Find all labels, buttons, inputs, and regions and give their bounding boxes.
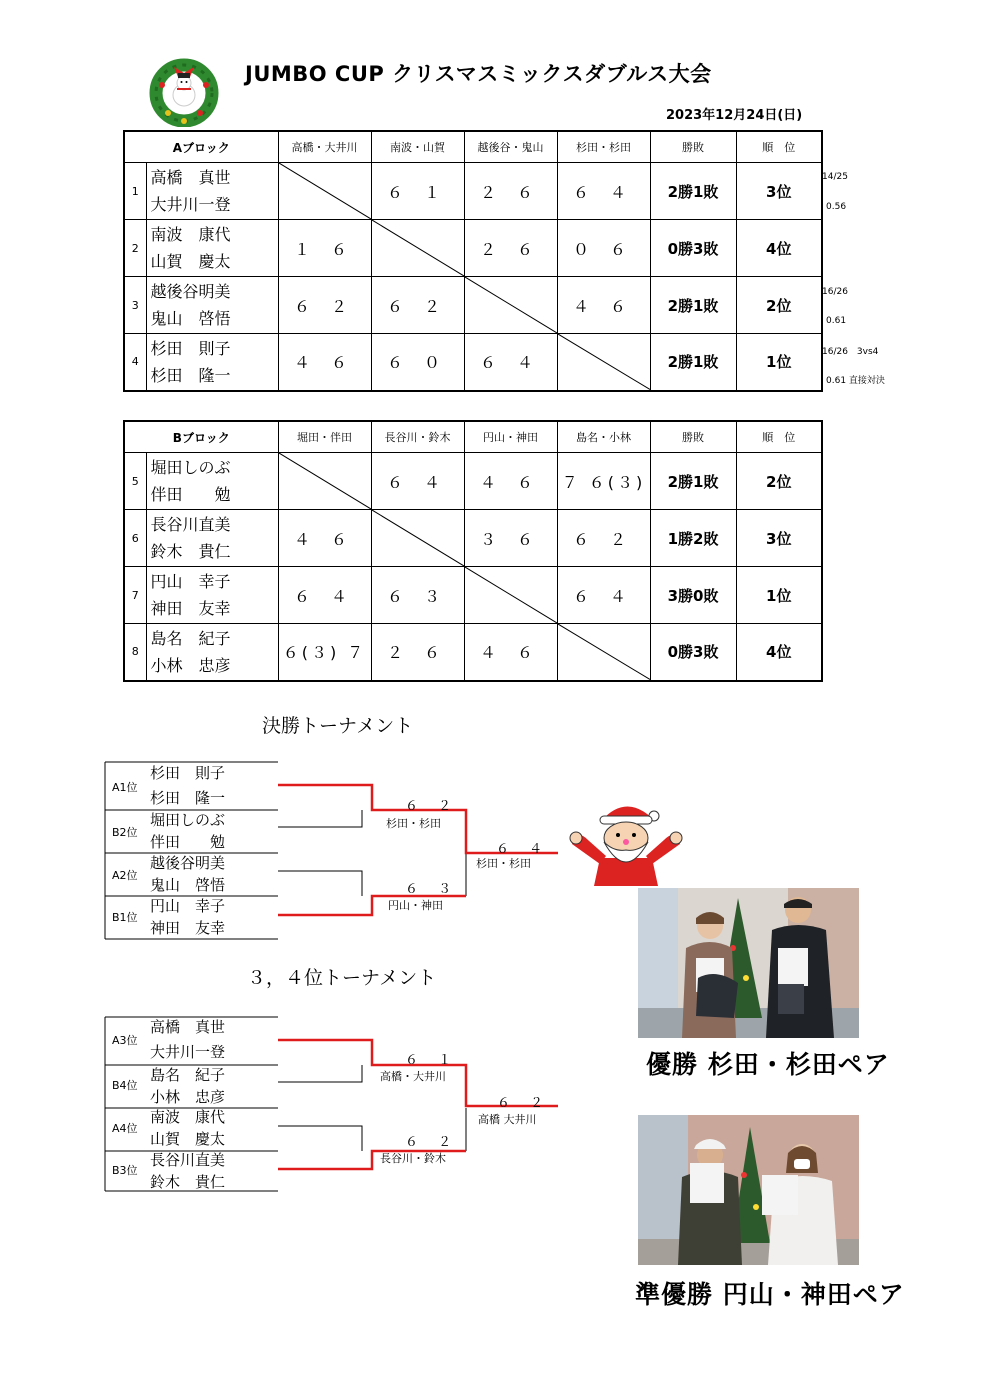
- semi-winner: 長谷川・鈴木: [380, 1152, 446, 1165]
- runner-up-caption: 準優勝 円山・神田ペア: [635, 1280, 905, 1309]
- tiebreak-note: 14/25: [822, 172, 848, 182]
- self-match-cell: [278, 453, 371, 510]
- match-score: ６ ４: [557, 567, 650, 624]
- tiebreak-note: 16/26: [822, 287, 848, 297]
- player-name: 杉田 隆一: [150, 789, 226, 807]
- player-name: 杉田 則子: [150, 764, 226, 782]
- match-score: １ ６: [278, 220, 371, 277]
- semi-winner: 円山・神田: [388, 899, 443, 912]
- player-name: 杉田 則子: [150, 338, 231, 358]
- row-number: 1: [124, 163, 146, 220]
- column-header: 長谷川・鈴木: [371, 421, 464, 453]
- row-number: 8: [124, 624, 146, 681]
- player-name: 高橋 真世: [150, 1018, 226, 1036]
- table-row: [124, 510, 822, 567]
- row-number: 2: [124, 220, 146, 277]
- win-loss: 1勝2敗: [650, 510, 736, 567]
- final-winner: 高橋 大井川: [478, 1113, 537, 1126]
- player-name: 長谷川直美: [150, 1151, 226, 1169]
- player-name: 南波 康代: [150, 225, 231, 244]
- win-loss: 2勝1敗: [650, 453, 736, 510]
- player-name: 大井川一登: [150, 1043, 226, 1061]
- match-score: ６ ２: [278, 277, 371, 334]
- page-title: JUMBO CUP クリスマスミックスダブルス大会: [245, 62, 712, 86]
- table-row: [124, 453, 822, 510]
- seed-label: A1位: [112, 781, 138, 794]
- player-name: 小林 忠彦: [150, 655, 231, 675]
- player-name: 円山 幸子: [150, 572, 231, 591]
- row-number: 7: [124, 567, 146, 624]
- runner-up-photo: [638, 1115, 859, 1265]
- column-header: 杉田・杉田: [557, 131, 650, 163]
- match-score: ４ ６: [464, 624, 557, 681]
- column-header: 順 位: [736, 131, 822, 163]
- tiebreak-note: 0.56: [826, 202, 847, 212]
- semi-score: ６ ２: [405, 1135, 460, 1150]
- table-row: [124, 163, 822, 220]
- third-bracket-title: ３，４位トーナメント: [247, 967, 437, 989]
- player-name: 堀田しのぶ: [150, 458, 231, 477]
- match-score: ６ ４: [278, 567, 371, 624]
- seed-label: B2位: [112, 826, 138, 839]
- win-loss: 2勝1敗: [650, 163, 736, 220]
- match-score: ４ ６: [557, 277, 650, 334]
- table-row: [124, 277, 822, 334]
- rank: 3位: [736, 510, 822, 567]
- seed-label: A2位: [112, 869, 138, 882]
- christmas-wreath-icon: [148, 55, 220, 127]
- seed-label: B4位: [112, 1079, 138, 1092]
- champion-caption: 優勝 杉田・杉田ペア: [646, 1050, 890, 1079]
- pair-names: [146, 624, 278, 681]
- match-score: ６ ４: [464, 334, 557, 391]
- row-number: 6: [124, 510, 146, 567]
- player-name: 島名 紀子: [150, 628, 231, 648]
- player-name: 杉田 隆一: [150, 365, 231, 385]
- table-row: [124, 334, 822, 391]
- seed-label: B1位: [112, 911, 138, 924]
- player-name: 山賀 慶太: [150, 1130, 226, 1148]
- semi-winner: 杉田・杉田: [386, 817, 441, 830]
- player-name: 伴田 勉: [150, 833, 226, 851]
- player-name: 伴田 勉: [150, 485, 231, 504]
- semi-score: ６ １: [405, 1053, 460, 1068]
- champion-photo: [638, 888, 859, 1038]
- rank: 4位: [736, 624, 822, 681]
- match-score: ６ ４: [557, 163, 650, 220]
- win-loss: 2勝1敗: [650, 334, 736, 391]
- block-a-name: Aブロック: [124, 131, 278, 163]
- player-name: 鬼山 啓悟: [150, 309, 231, 328]
- column-header: 島名・小林: [557, 421, 650, 453]
- pair-names: [146, 510, 278, 567]
- player-name: 長谷川直美: [150, 515, 231, 534]
- win-loss: 0勝3敗: [650, 624, 736, 681]
- block-b-table: [123, 420, 823, 682]
- final-score: ６ ４: [496, 842, 551, 857]
- match-score: ６ ４: [371, 453, 464, 510]
- match-score: ４ ６: [278, 334, 371, 391]
- final-bracket-title: 決勝トーナメント: [262, 715, 414, 737]
- player-name: 鈴木 貴仁: [150, 542, 231, 561]
- seed-label: A3位: [112, 1034, 138, 1047]
- rank: 2位: [736, 277, 822, 334]
- player-name: 円山 幸子: [150, 897, 226, 915]
- self-match-cell: [371, 510, 464, 567]
- self-match-cell: [557, 334, 650, 391]
- self-match-cell: [278, 163, 371, 220]
- column-header: 円山・神田: [464, 421, 557, 453]
- rank: 1位: [736, 334, 822, 391]
- match-score: ６ １: [371, 163, 464, 220]
- rank: 2位: [736, 453, 822, 510]
- pair-names: [146, 277, 278, 334]
- rank: 3位: [736, 163, 822, 220]
- player-name: 神田 友幸: [150, 599, 231, 618]
- semi-score: ６ ３: [405, 882, 460, 897]
- self-match-cell: [464, 277, 557, 334]
- semi-winner: 高橋・大井川: [380, 1070, 446, 1083]
- column-header: 順 位: [736, 421, 822, 453]
- seed-label: A4位: [112, 1122, 138, 1135]
- win-loss: 0勝3敗: [650, 220, 736, 277]
- seed-label: B3位: [112, 1164, 138, 1177]
- match-score: ２ ６: [371, 624, 464, 681]
- table-row: [124, 220, 822, 277]
- match-score: ６ ３: [371, 567, 464, 624]
- player-name: 南波 康代: [150, 1108, 226, 1126]
- row-number: 4: [124, 334, 146, 391]
- match-score: ６ ２: [557, 510, 650, 567]
- match-score: ２ ６: [464, 220, 557, 277]
- player-name: 鬼山 啓悟: [150, 876, 226, 894]
- pair-names: [146, 163, 278, 220]
- rank: 1位: [736, 567, 822, 624]
- pair-names: [146, 453, 278, 510]
- player-name: 大井川一登: [150, 195, 231, 214]
- tiebreak-note: 0.61 直接対決: [826, 376, 885, 386]
- row-number: 3: [124, 277, 146, 334]
- column-header: 越後谷・鬼山: [464, 131, 557, 163]
- win-loss: 3勝0敗: [650, 567, 736, 624]
- column-header: 高橋・大井川: [278, 131, 371, 163]
- table-row: [124, 624, 822, 681]
- self-match-cell: [557, 624, 650, 681]
- santa-claus-icon: [566, 798, 686, 886]
- column-header: 勝敗: [650, 421, 736, 453]
- match-score: ７ ６(３): [557, 453, 650, 510]
- player-name: 越後谷明美: [150, 854, 226, 872]
- player-name: 島名 紀子: [150, 1066, 226, 1084]
- player-name: 堀田しのぶ: [150, 811, 226, 829]
- match-score: ２ ６: [464, 163, 557, 220]
- match-score: ６ ０: [371, 334, 464, 391]
- event-date: 2023年12月24日(日): [666, 108, 803, 123]
- match-score: ４ ６: [278, 510, 371, 567]
- player-name: 小林 忠彦: [150, 1088, 226, 1106]
- match-score: ４ ６: [464, 453, 557, 510]
- match-score: ０ ６: [557, 220, 650, 277]
- row-number: 5: [124, 453, 146, 510]
- tiebreak-note: 0.61: [826, 316, 847, 326]
- rank: 4位: [736, 220, 822, 277]
- tiebreak-note: 16/26 3vs4: [822, 347, 879, 357]
- self-match-cell: [464, 567, 557, 624]
- table-row: [124, 567, 822, 624]
- column-header: 堀田・伴田: [278, 421, 371, 453]
- player-name: 神田 友幸: [150, 919, 226, 937]
- self-match-cell: [371, 220, 464, 277]
- final-score: ６ ２: [497, 1096, 552, 1111]
- player-name: 高橋 真世: [150, 168, 231, 187]
- semi-score: ６ ２: [405, 799, 460, 814]
- player-name: 山賀 慶太: [150, 252, 231, 271]
- final-winner: 杉田・杉田: [476, 857, 531, 870]
- column-header: 南波・山賀: [371, 131, 464, 163]
- match-score: ６(３) ７: [278, 624, 371, 681]
- player-name: 鈴木 貴仁: [150, 1173, 226, 1191]
- win-loss: 2勝1敗: [650, 277, 736, 334]
- pair-names: [146, 220, 278, 277]
- pair-names: [146, 334, 278, 391]
- block-a-table: [123, 130, 823, 392]
- pair-names: [146, 567, 278, 624]
- match-score: ３ ６: [464, 510, 557, 567]
- column-header: 勝敗: [650, 131, 736, 163]
- match-score: ６ ２: [371, 277, 464, 334]
- block-b-name: Bブロック: [124, 421, 278, 453]
- player-name: 越後谷明美: [150, 282, 231, 301]
